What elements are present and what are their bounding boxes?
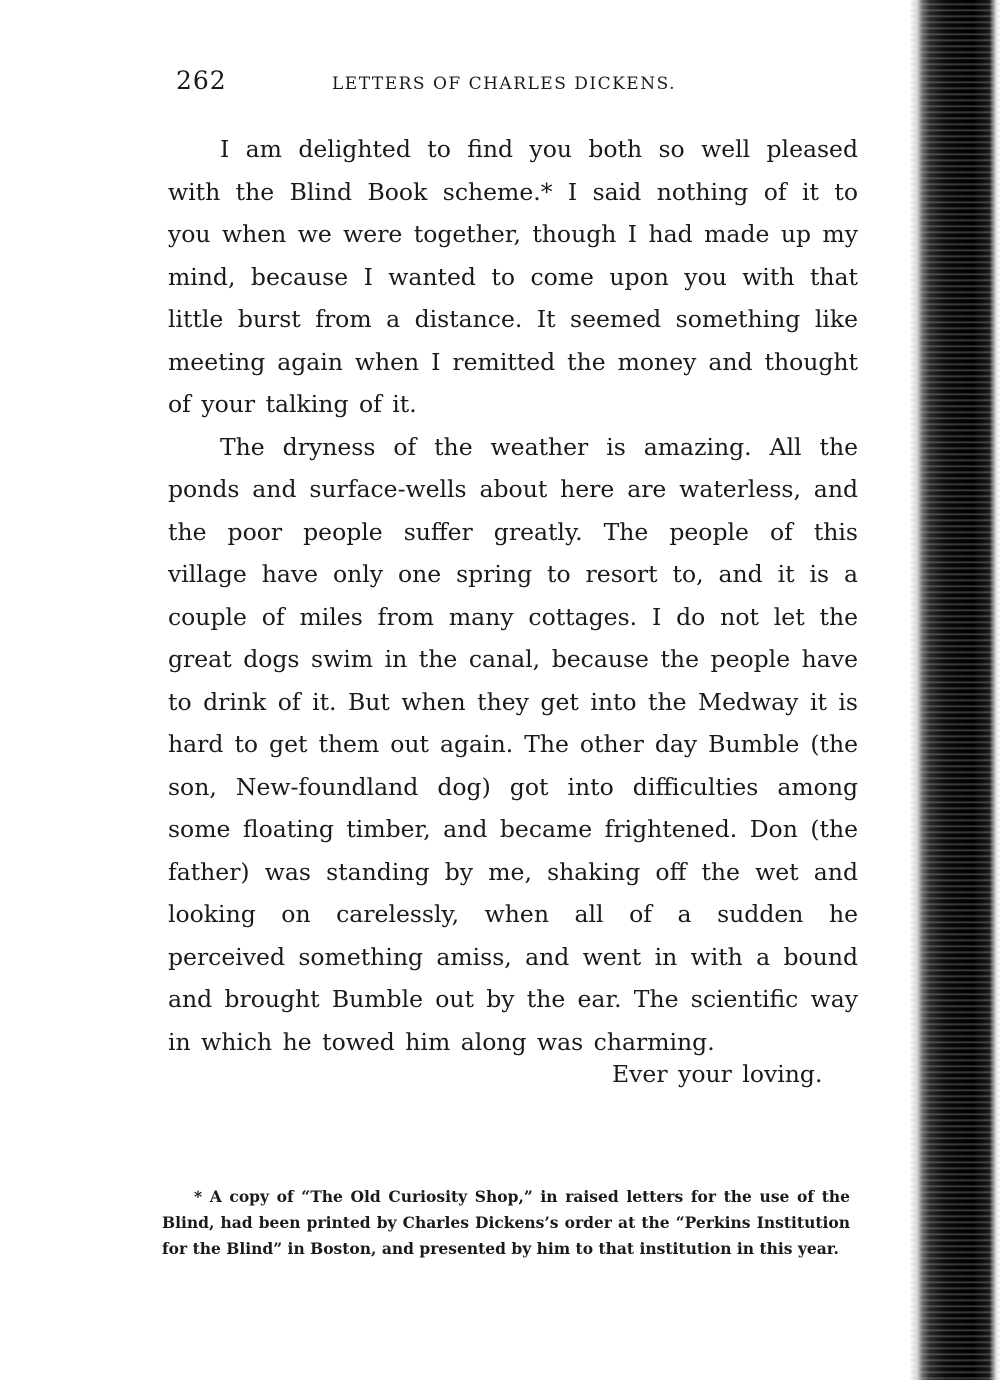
scanned-page-edge [910, 0, 1000, 1380]
letter-body [168, 128, 858, 1063]
footnote: * A copy of “The Old Curiosity Shop,” in raised letters for the use of the Blind, had been printed by Charles Dickens’s order at the “Perkins Institution for the Blind” in Boston, and presented by him to that institution in this year. [162, 1187, 850, 1258]
paragraph-dry-weather: The dryness of the weather is amazing. All the ponds and surface-wells about here are waterless, and the poor people suffer greatly. The people of this village have only one spring to resort to, and it is a couple of miles from many cottages. I do not let the great dogs swim in the canal, because the people have to drink of it. But when they get into the Medway it is hard to get them out again. The other day Bumble (the son, New-foundland dog) got into difficulties among some floating timber, and became frightened. Don (the father) was standing by me, shaking off the wet and looking on carelessly, when all of a sudden he perceived something amiss, and went in with a bound and brought Bumble out by the ear. The scientific way in which he towed him along was charming. [168, 432, 858, 1056]
running-title: LETTERS OF CHARLES DICKENS. [332, 74, 677, 94]
page-number: 262 [176, 66, 227, 95]
paragraph-blind-book: I am delighted to find you both so well pleased with the Blind Book scheme.* I said nothing of it to you when we were together, though I had made up my mind, because I wanted to come upon you with that little burst from a distance. It seemed something like meeting again when I remitted the money and thought of your talking of it. [168, 135, 858, 418]
letter-closing: Ever your loving. [612, 1060, 823, 1088]
page-header [176, 66, 876, 106]
